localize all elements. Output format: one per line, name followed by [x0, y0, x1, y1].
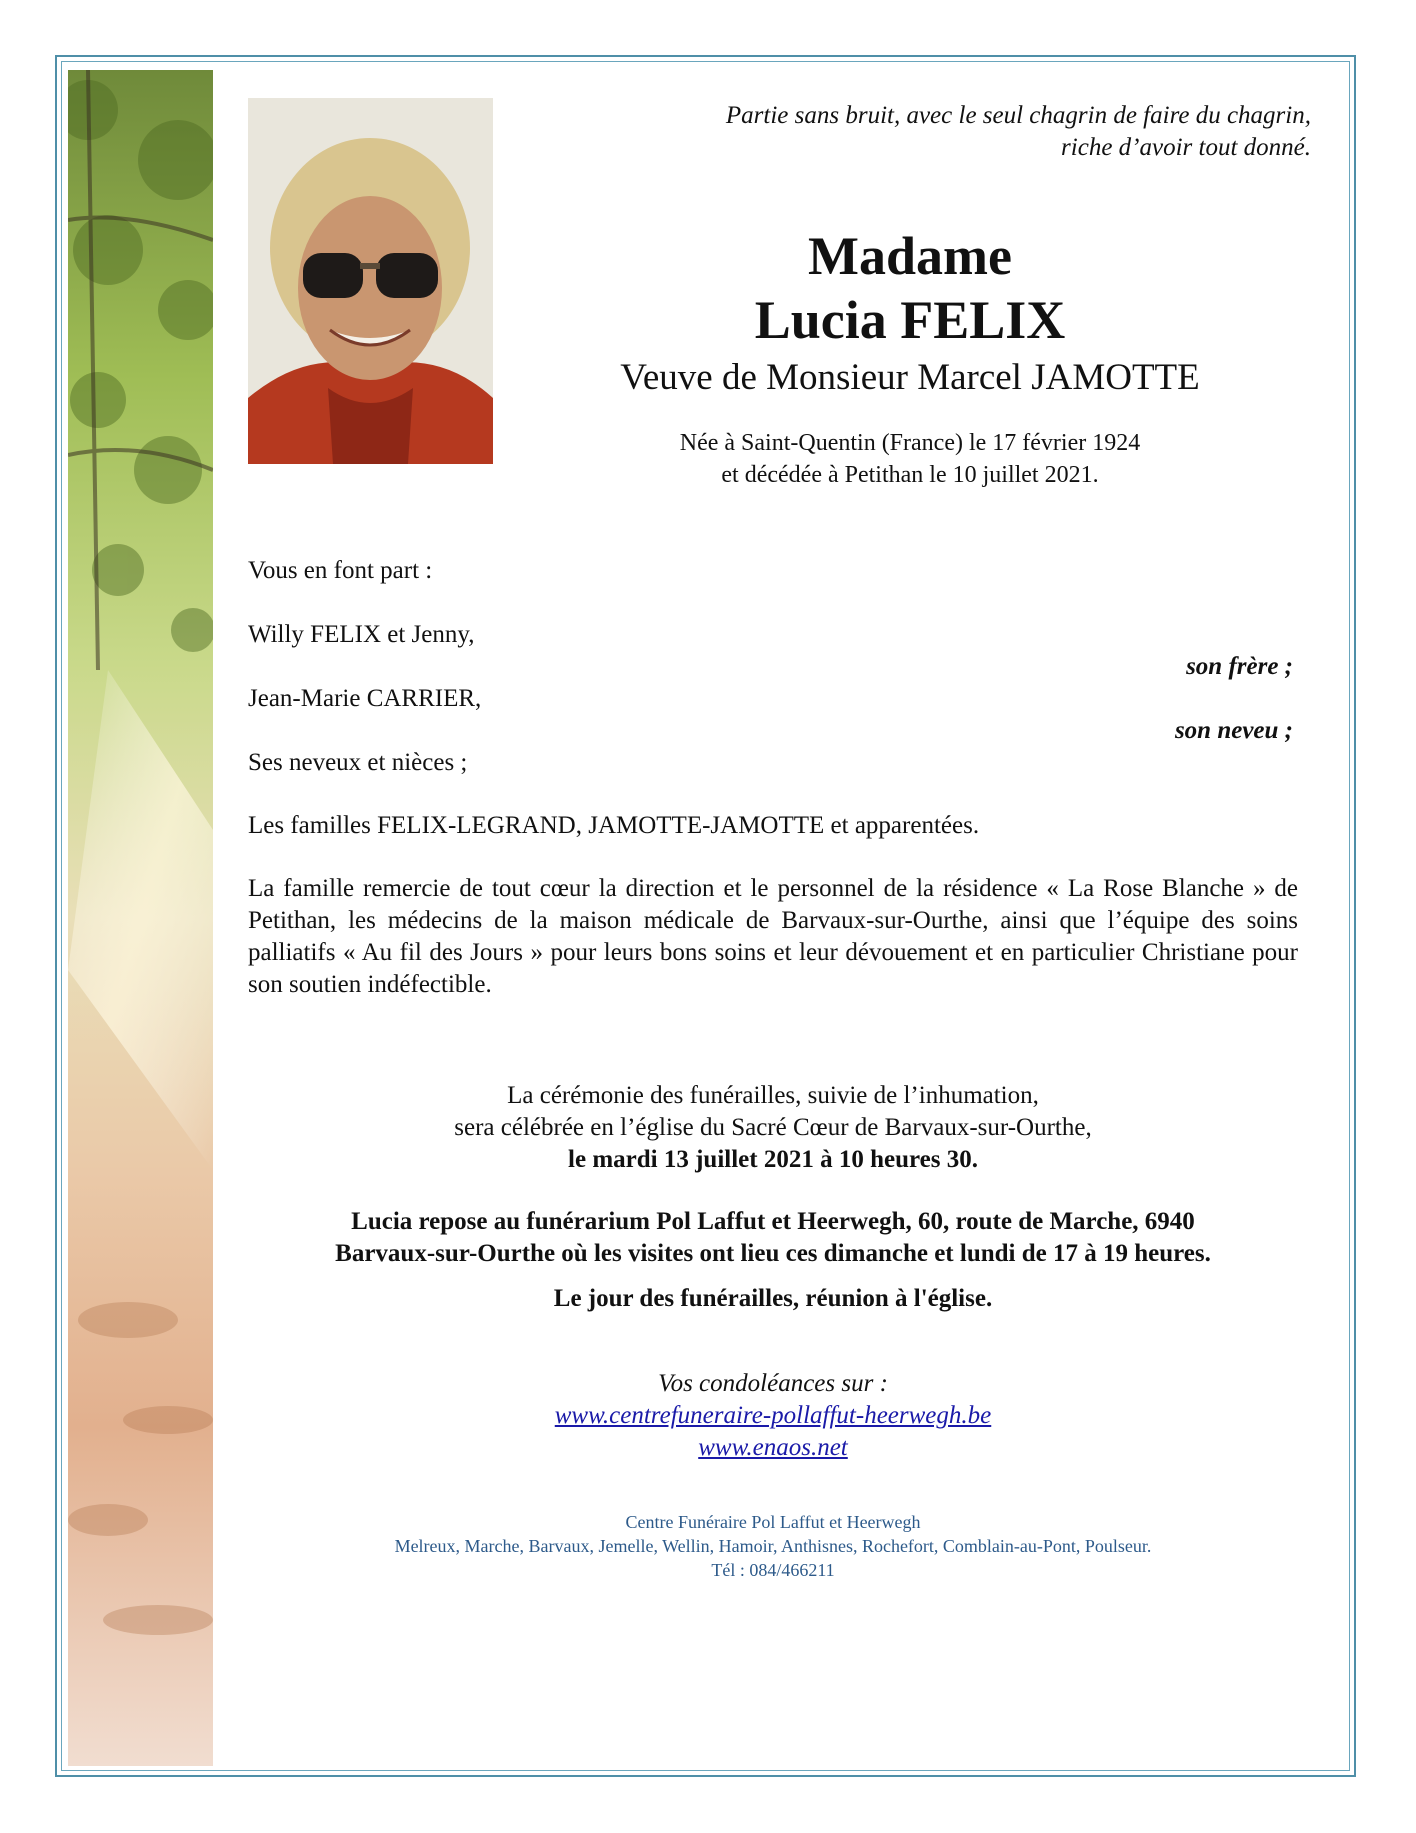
condolences-label: Vos condoléances sur : — [658, 1370, 888, 1397]
nephews-line: Ses neveux et nièces ; — [248, 749, 468, 776]
thanks-paragraph: La famille remercie de tout cœur la direction et le personnel de la résidence « La Rose Blanche » de Petithan, les médecins de la maison médicale de Barvaux-sur-Ourthe, ainsi que l’équipe des soins palliatifs « Au fil des Jours » pour leurs bons soins et leur dévouement et en particulier Christiane pour son soutien indéfectible. — [248, 875, 1298, 998]
funerarium-line-2: Barvaux-sur-Ourthe où les visites ont lieu ces dimanche et lundi de 17 à 19 heures. — [335, 1240, 1211, 1267]
funeral-home-footer — [248, 1510, 1298, 1582]
funerarium-line-1: Lucia repose au funérarium Pol Laffut et Heerwegh, 60, route de Marche, 6940 — [351, 1208, 1195, 1235]
family-member-relation: son frère ; — [1186, 653, 1293, 680]
condolences-block — [248, 1368, 1298, 1464]
deceased-name: Lucia FELIX — [754, 290, 1066, 350]
families-line: Les familles FELIX-LEGRAND, JAMOTTE-JAMOTTE et apparentées. — [248, 812, 980, 839]
announce-intro: Vous en font part : — [248, 557, 433, 584]
footer-phone: Tél : 084/466211 — [711, 1560, 835, 1580]
forest-path-image — [68, 70, 213, 1766]
quote-line-1: Partie sans bruit, avec le seul chagrin de faire du chagrin, — [725, 102, 1311, 129]
death-line: et décédée à Petithan le 10 juillet 2021. — [721, 462, 1099, 488]
salutation: Madame — [808, 226, 1012, 286]
condolence-link-funeral-home[interactable]: www.centrefuneraire-pollaffut-heerwegh.be — [554, 1402, 992, 1429]
epigraph-quote — [511, 100, 1311, 164]
life-dates — [560, 427, 1260, 491]
footer-company: Centre Funéraire Pol Laffut et Heerwegh — [625, 1512, 921, 1532]
family-member-name: Willy FELIX et Jenny, — [248, 621, 475, 648]
quote-line-2: riche d’avoir tout donné. — [1061, 134, 1311, 161]
funerarium-block — [248, 1206, 1298, 1270]
meeting-line: Le jour des funérailles, réunion à l'église. — [553, 1285, 993, 1312]
widow-of: Veuve de Monsieur Marcel JAMOTTE — [620, 357, 1200, 398]
family-member-name: Jean-Marie CARRIER, — [248, 685, 482, 712]
footer-locations: Melreux, Marche, Barvaux, Jemelle, Wellin, Hamoir, Anthisnes, Rochefort, Comblain-au-Pont, Poulseur. — [394, 1536, 1152, 1556]
condolence-link-enaos[interactable]: www.enaos.net — [698, 1434, 848, 1461]
ceremony-block — [248, 1080, 1298, 1176]
portrait-photo — [248, 98, 493, 464]
birth-line: Née à Saint-Quentin (France) le 17 février 1924 — [679, 430, 1141, 456]
family-member-relation: son neveu ; — [1174, 717, 1293, 744]
ceremony-line-1: La cérémonie des funérailles, suivie de l’inhumation, — [507, 1082, 1039, 1109]
ceremony-date: le mardi 13 juillet 2021 à 10 heures 30. — [568, 1146, 978, 1173]
ceremony-line-2: sera célébrée en l’église du Sacré Cœur de Barvaux-sur-Ourthe, — [454, 1114, 1092, 1141]
